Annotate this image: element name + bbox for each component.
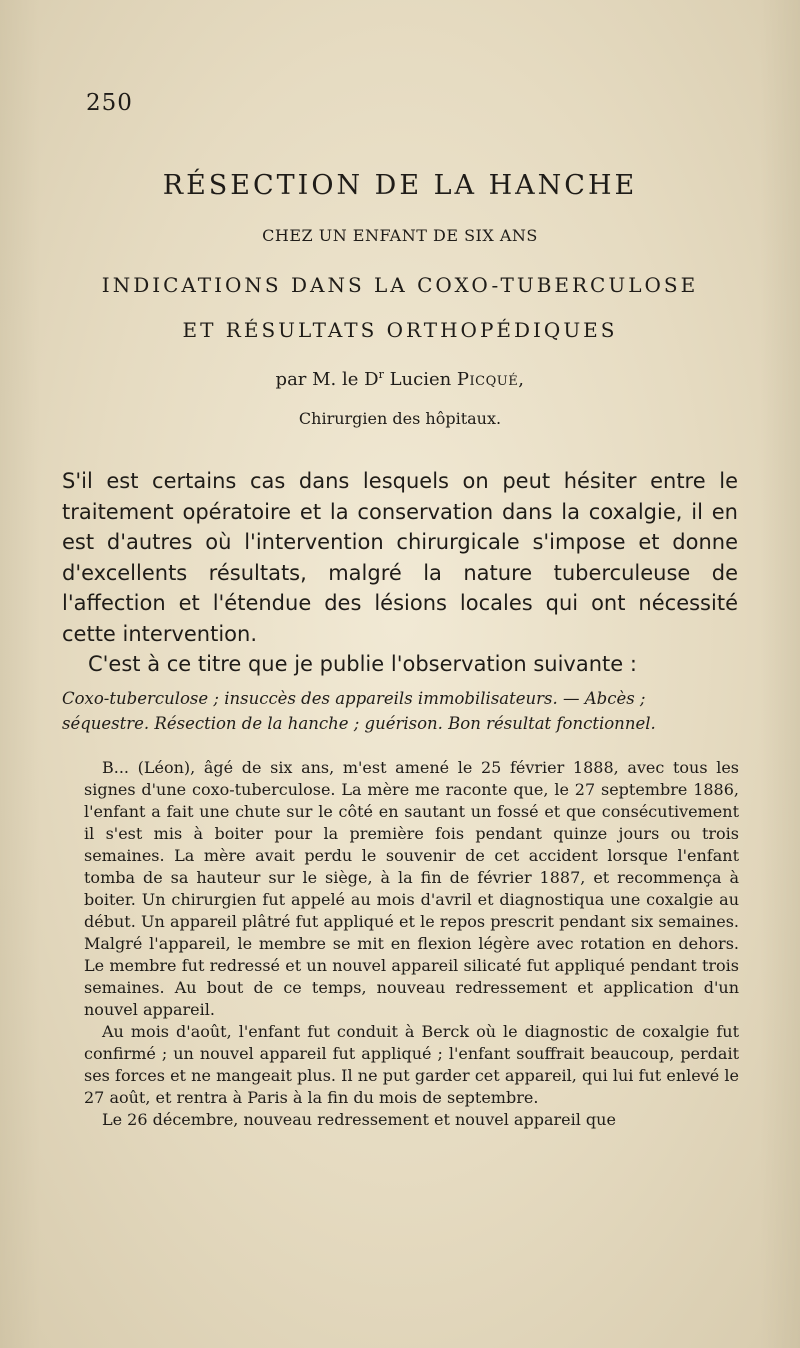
body-paragraph-1: B... (Léon), âgé de six ans, m'est amené le 25 février 1888, avec tous les signes d'une coxo-tuberculose. La mère me raconte que, le 27 septembre 1886, l'enfant a fait une chute sur le côté en sautant un fossé et que consécutivement il s'est mis à boiter pour la première fois pendant quinze jours ou trois semaines. La mère avait perdu le souvenir de cet accident lorsque l'enfant tomba de sa hauteur sur le siège, à la fin de février 1887, et recommença à boiter. Un chirurgien fut appelé au mois d'avril et diagnostiqua une coxalgie au début. Un appareil plâtré fut appliqué et le repos prescrit pendant six semaines. Malgré l'appareil, le membre se mit en flexion légère avec rotation en dehors. Le membre fut redressé et un nouvel appareil silicaté fut appliqué pendant trois semaines. Au bout de ce temps, nouveau redressement et application d'un nouvel appareil. [84, 758, 739, 1019]
intro-paragraph-1: S'il est certains cas dans lesquels on peut hésiter entre le traitement opératoire et la conservation dans la coxalgie, il en est d'autres où l'intervention chirurgicale s'impose et donne d'excellents résultats, malgré la nature tuberculeuse de l'affection et l'étendue des lésions locales qui ont nécessité cette intervention. [62, 469, 738, 646]
author-prefix: par M. le D [275, 369, 379, 390]
section-heading-line-1: INDICATIONS DANS LA COXO-TUBERCULOSE [101, 273, 699, 297]
author-affiliation: Chirurgien des hôpitaux. [298, 409, 502, 428]
author-line [0, 368, 800, 390]
intro-text [62, 466, 738, 680]
body-paragraph-2: Au mois d'août, l'enfant fut conduit à Berck où le diagnostic de coxalgie fut confirmé ; un nouvel appareil fut appliqué ; l'enfant souffrait beaucoup, perdait ses forces et ne mangeait plus. Il ne put garder cet appareil, qui lui fut enlevé le 27 août, et rentra à Paris à la fin du mois de septembre. [84, 1022, 739, 1107]
body-paragraph-3: Le 26 décembre, nouveau redressement et nouvel appareil que [102, 1110, 616, 1129]
author-first-name: Lucien [383, 369, 457, 390]
author-title-superscript: r [378, 368, 384, 381]
section-heading-line-2: ET RÉSULTATS ORTHOPÉDIQUES [182, 318, 618, 342]
author-last-name: Picqué, [456, 369, 525, 390]
case-title-line-1: Coxo-tuberculose ; insuccès des appareils immobilisateurs. — Abcès ; [62, 689, 646, 708]
case-title [62, 686, 738, 736]
article-subtitle: CHEZ UN ENFANT DE SIX ANS [262, 226, 538, 245]
case-body-text [84, 757, 739, 1131]
case-title-line-2: séquestre. Résection de la hanche ; guérison. Bon résultat fonctionnel. [62, 714, 656, 733]
article-title: RÉSECTION DE LA HANCHE [162, 170, 638, 201]
page-number: 250 [86, 90, 133, 116]
intro-paragraph-2: C'est à ce titre que je publie l'observation suivante : [88, 652, 637, 676]
